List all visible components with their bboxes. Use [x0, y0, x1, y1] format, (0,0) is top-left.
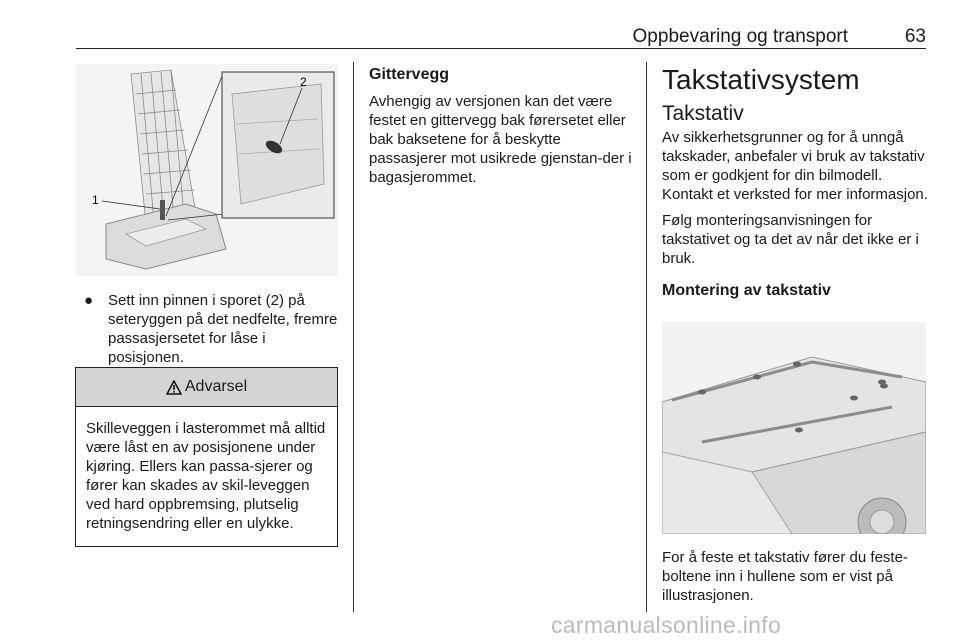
column-middle: [369, 66, 637, 187]
column-right: [662, 64, 928, 300]
section-heading-montering: Montering av takstativ: [662, 282, 831, 299]
instruction-bullet: [84, 291, 344, 367]
warning-title: Advarsel: [184, 378, 248, 395]
page-header: [76, 26, 926, 49]
bullet-text: Sett inn pinnen i sporet (2) på seteryggen på det nedfelte, fremre passasjersetet for låse i posisjonen.: [108, 292, 338, 366]
warning-triangle-icon: [166, 380, 182, 395]
column-divider-left: [353, 62, 354, 612]
van-roof-illustration: [662, 322, 926, 534]
page-section-title: Takstativsystem: [662, 64, 860, 95]
takstativ-paragraph-1: Av sikkerhetsgrunner og for å unngå takskader, anbefaler vi bruk av takstativ som er godkjent for din bilmodell. Kontakt et verksted for mer informasjon.: [662, 129, 928, 203]
subsection-title: Takstativ: [662, 102, 744, 125]
warning-body: Skilleveggen i lasterommet må alltid være låst en av posisjonene under kjøring. Ellers kan passa-sjerer og fører kan skades av skil-leveggen ved hard oppbremsing, plutselig retningsendring eller en ulykke.: [86, 420, 326, 532]
column-right-bottom: [662, 548, 928, 605]
warning-header: [76, 368, 337, 407]
warning-box: [75, 367, 338, 547]
callout-2-label: 2: [300, 75, 307, 89]
mounting-paragraph: For å feste et takstativ fører du feste-boltene inn i hullene som er vist på illustrasjonen.: [662, 549, 908, 604]
callout-1-label: 1: [92, 193, 99, 207]
gittervegg-paragraph: Avhengig av versjonen kan det være festet en gittervegg bak førersetet eller bak baksetene for å beskytte passasjerer mot usikrede gjenstan-der i bagasjerommet.: [369, 93, 632, 186]
bullet-dot: ●: [84, 292, 94, 309]
section-heading-gittervegg: Gittervegg: [369, 66, 450, 83]
takstativ-paragraph-2: Følg monteringsanvisningen for takstativet og ta det av når det ikke er i bruk.: [662, 212, 919, 267]
watermark: carmanualsonline.info: [551, 612, 782, 638]
header-title: Oppbevaring og transport: [632, 26, 848, 47]
partition-grille-illustration: [76, 64, 338, 276]
page-number: 63: [904, 26, 926, 47]
column-divider-right: [646, 62, 647, 612]
